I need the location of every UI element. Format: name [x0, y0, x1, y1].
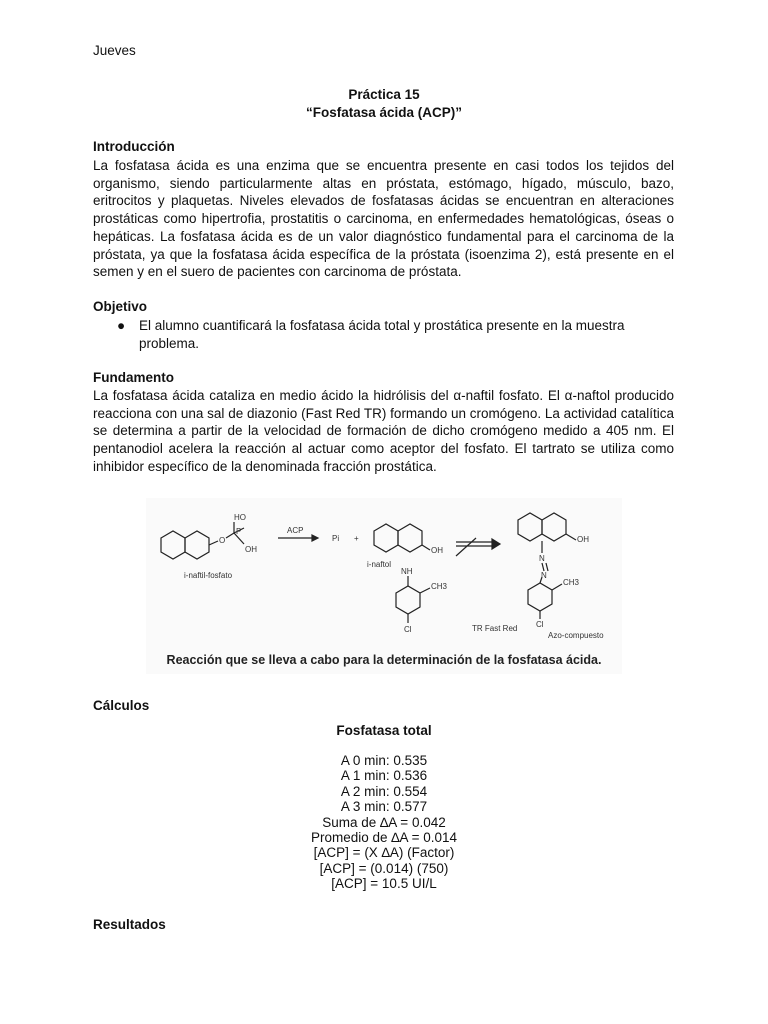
calc-lines [0, 753, 768, 892]
p-label: P [236, 527, 242, 536]
n-label-1: N [539, 554, 545, 563]
reaction-diagram [146, 498, 622, 674]
oh-label-2: OH [431, 546, 443, 555]
fundamento-text: La fosfatasa ácida cataliza en medio ácido la hidrólisis del α-naftil fosfato. El α-naftol producido reacciona con una sal de diazonio (Fast Red TR) formando un cromógeno. La actividad catalítica se determina a partir de la velocidad de formación de dicho cromógeno medido a 405 nm. El pentanodiol acelera la reacción al actuar como aceptor del fosfato. El tartrato se utiliza como inhibidor específico de la denominada fracción prostática. [93, 388, 674, 474]
oh-label-1: OH [245, 545, 257, 554]
ho-label: HO [234, 513, 246, 522]
fundamento-heading: Fundamento [93, 370, 174, 385]
fast-red-label: TR Fast Red [472, 624, 518, 633]
figure-caption: Reacción que se lleva a cabo para la determinación de la fosfatasa ácida. [166, 653, 602, 667]
practice-title: “Fosfatasa ácida (ACP)” [305, 105, 463, 120]
calc-line: A 3 min: 0.577 [340, 799, 428, 815]
calculos-heading: Cálculos [93, 698, 150, 713]
bullet-icon: ● [117, 318, 126, 333]
practice-number: Práctica 15 [348, 87, 420, 102]
oh-label-3: OH [577, 535, 589, 544]
cl-label-2: Cl [536, 620, 544, 629]
plus-label: + [354, 534, 359, 543]
calc-line: [ACP] = (X ∆A) (Factor) [313, 845, 455, 861]
nh-label: NH [401, 567, 413, 576]
naftil-fosfato-label: i-naftil-fosfato [184, 571, 233, 580]
calc-line: [ACP] = 10.5 UI/L [331, 876, 437, 892]
cl-label-1: Cl [404, 625, 412, 634]
day-label: Jueves [93, 43, 136, 58]
n-label-2: N [541, 571, 547, 580]
introduccion-heading: Introducción [93, 139, 175, 154]
title-block [0, 86, 768, 122]
ch3-label-1: CH3 [431, 582, 448, 591]
pi-label: Pi [332, 534, 340, 543]
calc-line: Promedio de ∆A = 0.014 [311, 830, 457, 846]
naftol-label: i-naftol [367, 560, 392, 569]
objetivo-bullet-text: El alumno cuantificará la fosfatasa ácida total y prostática presente en la muestra problema. [139, 318, 625, 351]
ch3-label-2: CH3 [563, 578, 580, 587]
calc-line: A 0 min: 0.535 [340, 753, 428, 768]
azo-label: Azo-compuesto [548, 631, 604, 640]
o-label: O [219, 536, 226, 545]
calc-line: [ACP] = (0.014) (750) [319, 860, 449, 876]
introduccion-text: La fosfatasa ácida es una enzima que se encuentra presente en casi todos los tejidos del organismo, siendo particularmente altas en próstata, estómago, hígado, músculo, bazo, eritrocitos y plaquetas. Niveles elevados de fosfatasas ácidas se encuentran en alteraciones prostáticas como hipertrofia, prostatitis o carcinoma, en enfermedades hematológicas, óseas o hepáticas. La fosfatasa ácida es de un valor diagnóstico fundamental para el carcinoma de la próstata, ya que la fosfatasa ácida específica de la próstata (isoenzima 2), está presente en el semen y en el suero de pacientes con carcinoma de próstata. [93, 158, 674, 280]
resultados-heading: Resultados [93, 917, 166, 932]
objetivo-heading: Objetivo [93, 299, 148, 314]
calc-line: Suma de ∆A = 0.042 [322, 814, 446, 830]
calc-line: A 2 min: 0.554 [340, 783, 428, 799]
acp-label: ACP [287, 526, 304, 535]
calc-line: A 1 min: 0.536 [340, 768, 428, 784]
fosfatasa-total-heading: Fosfatasa total [336, 723, 432, 738]
reaction-figure [146, 498, 622, 674]
